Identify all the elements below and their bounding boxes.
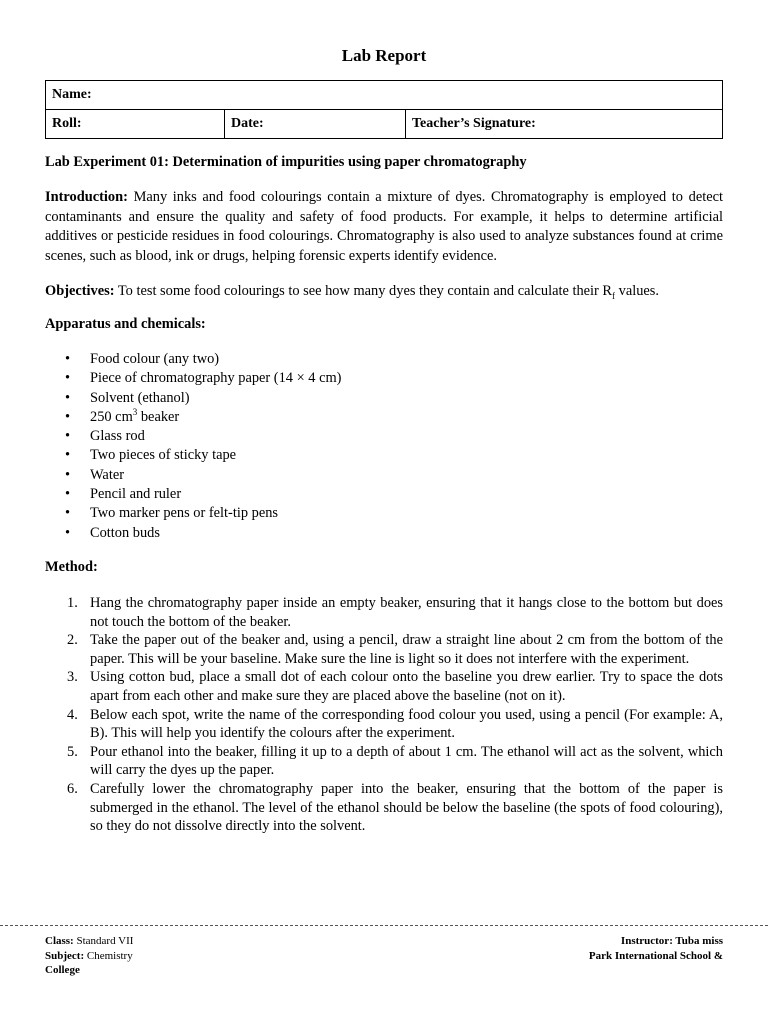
list-item: • Water <box>65 466 124 483</box>
instructor-text: Instructor: Tuba miss <box>620 935 723 947</box>
list-item: • Piece of chromatography paper (14 × 4 cm) <box>65 370 342 387</box>
objectives-text: To test some food colourings to see how many dyes they contain and calculate their R <box>117 283 613 299</box>
student-info-table <box>45 80 723 139</box>
objectives-paragraph <box>45 282 723 302</box>
list-item: 4. Below each spot, write the name of the corresponding food colour you used, using a pencil (For example: A, B). This will help you identify the colours after the experiment. <box>67 706 723 742</box>
school-text: Park International School & <box>588 949 723 962</box>
name-field[interactable]: Name: <box>46 81 723 110</box>
college-text: College <box>45 964 80 976</box>
list-item: 3. Using cotton bud, place a small dot of each colour onto the baseline you drew earlier. Try to space the dots apart from each other and make sure they are placed above the baseline (not on it). <box>67 669 723 704</box>
list-item: • Two marker pens or felt-tip pens <box>65 505 279 522</box>
list-item: • 250 $cm^3$ beaker <box>65 407 180 425</box>
class-value: Standard VII <box>76 935 134 947</box>
objectives-text-end: values. <box>615 283 659 299</box>
introduction-paragraph <box>45 188 723 266</box>
footer-right <box>589 934 723 963</box>
list-item: 1. Hang the chromatography paper inside an empty beaker, ensuring that it hangs close to the bottom but does not touch the bottom of the beaker. <box>67 595 723 630</box>
introduction-label: Introduction: <box>45 189 128 205</box>
class-label: Class: <box>45 935 74 947</box>
list-item: 2. Take the paper out of the beaker and, using a pencil, draw a straight line about 2 cm from the bottom of the paper. This will be your baseline. Make sure the line is light so it does not interfere with the experiment. <box>67 632 723 667</box>
method-steps-list <box>45 594 723 836</box>
page-title: Lab Report <box>341 46 427 65</box>
method-heading: Method: <box>45 559 98 575</box>
list-item: • Cotton buds <box>65 524 160 541</box>
list-item: 6. Carefully lower the chromatography paper into the beaker, ensuring that the bottom of the paper is submerged in the ethanol. The level of the ethanol should be below the baseline (the spots of food colouring), so they do not dissolve directly into the solvent. <box>67 780 723 835</box>
rf-subscript: f <box>612 290 616 301</box>
subject-label: Subject: <box>45 949 85 962</box>
list-item: • Food colour (any two) <box>65 351 220 367</box>
list-item: • Solvent (ethanol) <box>65 389 190 406</box>
list-item: • Glass rod <box>65 428 145 445</box>
teacher-signature-field[interactable]: Teacher’s Signature: <box>406 110 723 139</box>
list-item: 5. Pour ethanol into the beaker, filling it up to a depth of about 1 cm. The ethanol will act as the solvent, which will carry the dyes up the paper. <box>67 743 723 779</box>
subject-value: Chemistry <box>86 949 133 962</box>
footer-divider <box>0 925 768 926</box>
apparatus-list <box>45 350 723 543</box>
roll-field[interactable]: Roll: <box>46 110 225 139</box>
footer-left <box>45 934 133 978</box>
introduction-text: Many inks and food colourings contain a mixture of dyes. Chromatography is employed to detect contaminants and ensure the quality and safety of food products. For example, it helps to determine artificial additives or pesticide residues in food colourings. Chromatography is also used to analyze substances found at crime scenes, such as blood, ink or drugs, helping forensic experts identify evidence. <box>45 189 723 264</box>
list-item: • Two pieces of sticky tape <box>65 447 237 464</box>
list-item: • Pencil and ruler <box>65 486 182 503</box>
objectives-label: Objectives: <box>45 283 115 299</box>
apparatus-heading: Apparatus and chemicals: <box>45 316 206 332</box>
date-field[interactable]: Date: <box>225 110 406 139</box>
experiment-title: Lab Experiment 01: Determination of impurities using paper chromatography <box>45 154 527 170</box>
